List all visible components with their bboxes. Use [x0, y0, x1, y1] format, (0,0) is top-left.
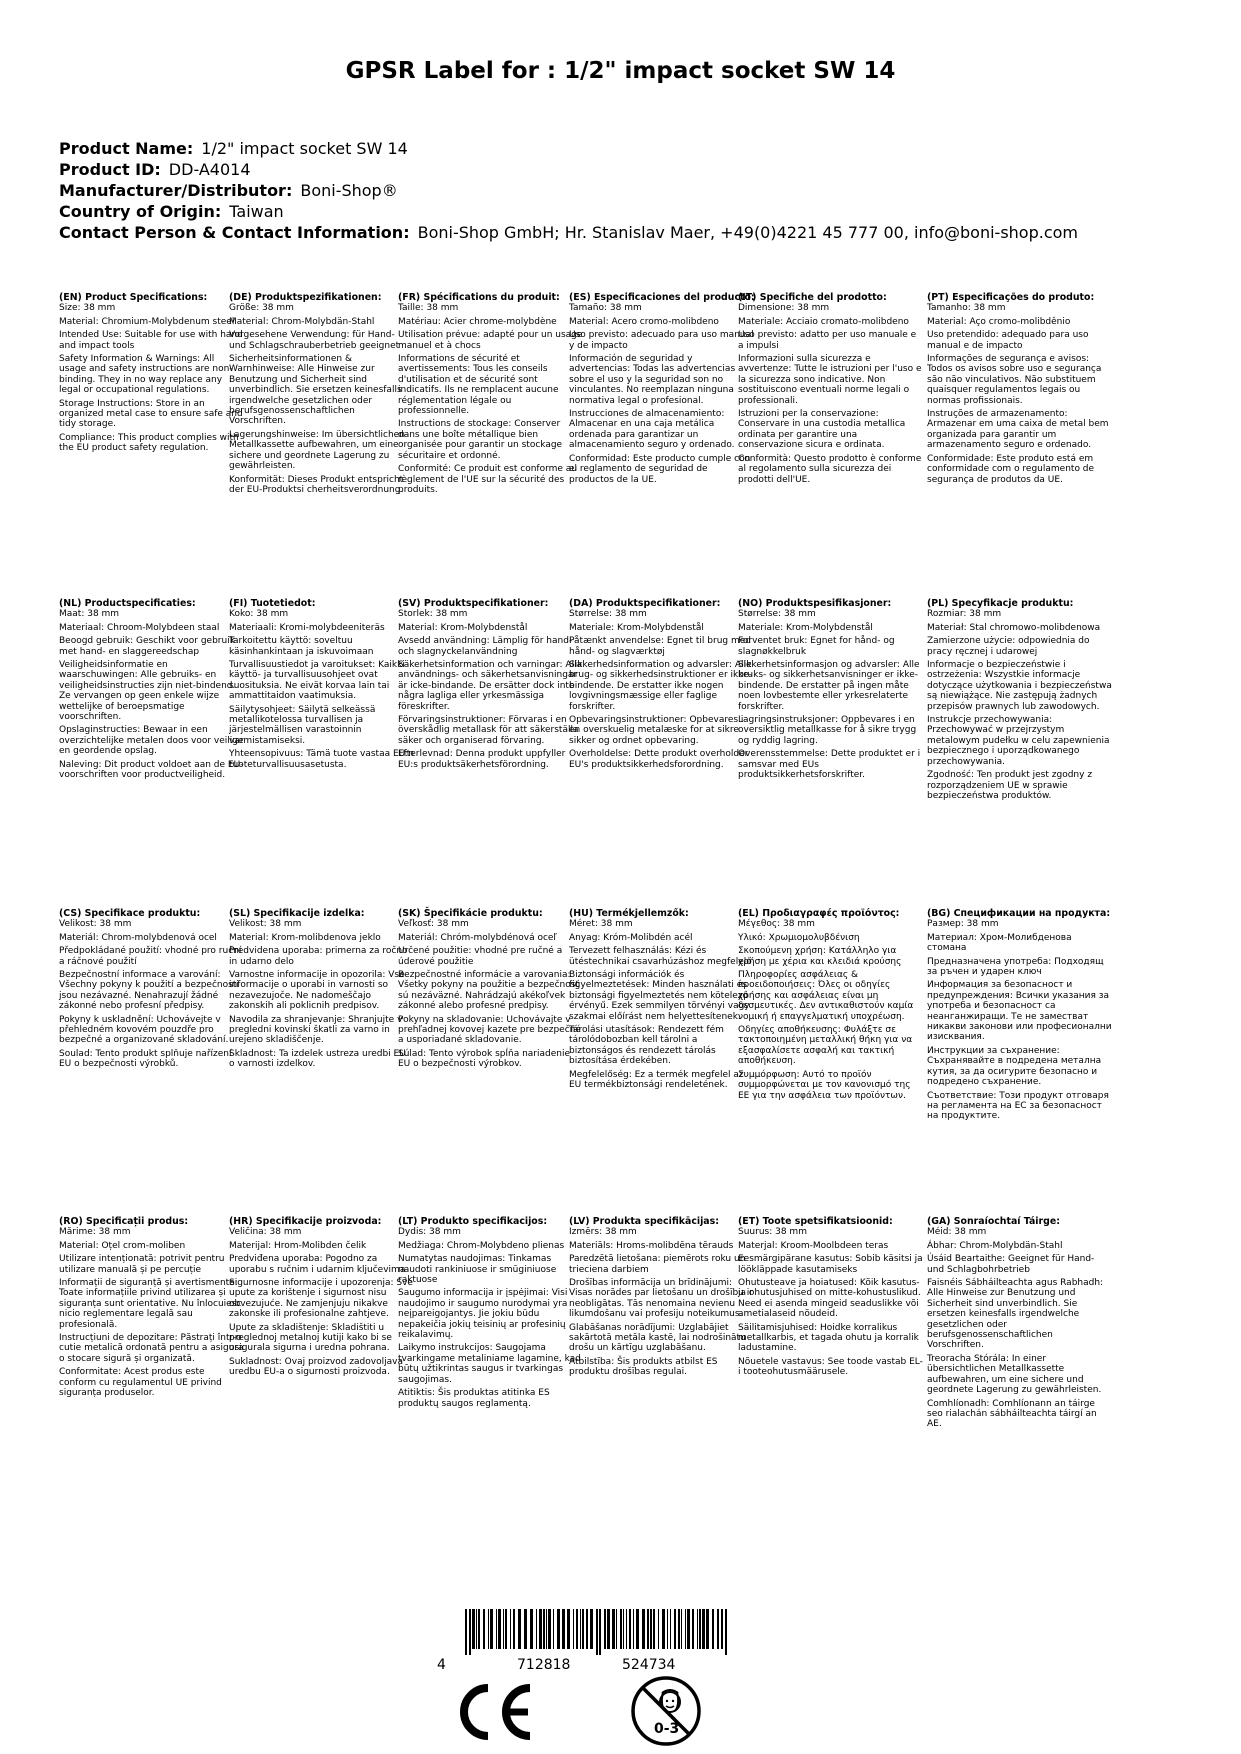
language-block-line: Size: 38 mm [59, 303, 116, 314]
barcode-bar [510, 1609, 511, 1649]
language-block-line: Materiał: Stal chromowo-molibdenowa [927, 622, 1101, 633]
language-block-header: (DE) Produktspezifikationen: [229, 292, 382, 303]
language-block-line: Istruzioni per la conservazione: Conservare in una custodia metallica ordinata per garantire una conservazione sicura e ordinata. [738, 409, 906, 451]
language-block-line: Yhteensopivuus: Tämä tuote vastaa EU:n tuoteturvallisuusasetusta. [229, 749, 414, 770]
barcode-bar [530, 1609, 533, 1649]
country-label: Country of Origin: [59, 202, 222, 221]
product-id-row [59, 159, 1219, 180]
barcode-bar [674, 1609, 676, 1649]
language-block-line: Úsáid Beartaithe: Geeignet für Hand- und Schlagbohrbetrieb [927, 1254, 1095, 1275]
language-block-line: Lagringsinstruksjoner: Oppbevares i en oversiktlig metallkasse for å sikre trygg og ryddig lagring. [738, 715, 917, 746]
language-block [229, 293, 414, 498]
barcode-bar [607, 1609, 610, 1649]
language-block-line: Zgodność: Ten produkt jest zgodny z rozporządzeniem UE w sprawie bezpieczeństwa produktów. [927, 770, 1093, 801]
language-block-line: Ábhar: Chrom-Molybdän-Stahl [927, 1240, 1063, 1251]
language-block-line: Numatytas naudojimas: Tinkamas naudoti rankiniuose ir smūginiuose raktuose [398, 1254, 557, 1286]
language-block-header: (CS) Specifikace produktu: [59, 908, 201, 919]
language-block-line: Anyag: Króm-Molibdén acél [569, 932, 693, 943]
barcode-bar [498, 1609, 501, 1649]
language-block-line: Sicherheitsinformationen & Warnhinweise: Alle Hinweise zur Benutzung und Sicherheit sind unverbindlich. Sie ersetzen keinesfalls irgendwelche gesetzlichen oder berufsgenossenschaftlichen Vorschriften. [229, 354, 402, 427]
language-block-line: Sikkerhedsinformation og advarsler: Alle brug- og sikkerhedsinstruktioner er ikke-bindende. De erstatter ikke nogen lovgivningsmæssige eller faglige forskrifter. [569, 660, 752, 712]
language-block-line: Materiale: Acciaio cromato-molibdeno [738, 316, 909, 327]
language-block-line: Materiaali: Kromi-molybdeeniteräs [229, 622, 385, 633]
language-block-header: (FR) Spécifications du produit: [398, 292, 560, 303]
barcode-bar [670, 1609, 671, 1649]
language-block [229, 1217, 414, 1381]
language-block-line: Informații de siguranță și avertismente: Toate informațiile privind utilizarea și siguranța sunt orientative. Nu înlocuiesc nicio reglementare legală sau profesională. [59, 1278, 242, 1330]
language-block-line: Suurus: 38 mm [738, 1227, 807, 1238]
barcode-bar [536, 1609, 537, 1649]
language-block-line: Skladnost: Ta izdelek ustreza uredbi EU o varnosti izdelkov. [229, 1048, 406, 1070]
barcode-bar [596, 1609, 598, 1655]
language-block-line: Tárolási utasítások: Rendezett fém tárolódobozban kell tárolni a biztonságos és rendezett tárolás biztosítása érdekében. [569, 1025, 724, 1067]
barcode-bar [567, 1609, 570, 1649]
language-block-line: Súlad: Tento výrobok spĺňa nariadenie EU o bezpečnosti výrobkov. [398, 1048, 571, 1070]
language-block-line: Pokyny k uskladnění: Uchovávejte v přehledném kovovém pouzdře pro bezpečné a organizované skladování. [59, 1014, 229, 1046]
language-block-line: Sukladnost: Ovaj proizvod zadovoljava uredbu EU-a o sigurnosti proizvoda. [229, 1356, 403, 1378]
barcode-bar [524, 1609, 527, 1649]
language-block-line: Turvallisuustiedot ja varoitukset: Kaikki käyttö- ja turvallisuusohjeet ovat suosituksia. Ne eivät korvaa lain tai ammattitaidon vaatimuksia. [229, 660, 405, 702]
language-block [569, 599, 754, 773]
language-block-line: Informazioni sulla sicurezza e avvertenze: Tutte le istruzioni per l'uso e la sicurezza sono indicative. Non sostituiscono eventuali norme legali o professionali. [738, 354, 922, 406]
barcode-bar [505, 1609, 507, 1649]
language-block [569, 1217, 754, 1381]
barcode-bar [620, 1609, 622, 1649]
barcode-bar [702, 1609, 705, 1649]
language-block-line: Mărime: 38 mm [59, 1227, 131, 1238]
manufacturer-value: Boni-Shop® [300, 181, 398, 200]
language-block-line: Upute za skladištenje: Skladištiti u preglednoj metalnoj kutiji kako bi se osigurala sigurna i uredna pohrana. [229, 1322, 392, 1354]
language-block-line: Sigurnosne informacije i upozorenja: Sve upute za korištenje i sigurnost nisu obvezujuće. Ne zamjenjuju nikakve zakonske ili profesionalne zahtjeve. [229, 1278, 413, 1320]
language-block-line: Conformidade: Este produto está em conformidade com o regulamento de segurança de produtos da UE. [927, 453, 1095, 485]
language-block-line: Conformité: Ce produit est conforme au règlement de l'UE sur la sécurité des produits. [398, 464, 578, 495]
language-block-line: Predviđena uporaba: Pogodno za uporabu s ručnim i udarnim ključevima [229, 1254, 406, 1275]
language-block-line: Veličina: 38 mm [229, 1227, 302, 1238]
barcode-bar [626, 1609, 627, 1649]
barcode-bar [650, 1609, 652, 1649]
language-block-line: Maat: 38 mm [59, 609, 120, 620]
barcode-bar [543, 1609, 545, 1649]
language-block-line: Efterlevnad: Denna produkt uppfyller EU:s produktsäkerhetsförordning. [398, 749, 566, 770]
barcode-bar [472, 1609, 475, 1649]
language-block-line: Предназначена употреба: Подходящ за ръчен и ударен ключ [927, 956, 1104, 978]
language-block [738, 599, 923, 784]
language-block-line: Paredzētā lietošana: piemērots roku un trieciena darbiem [569, 1254, 746, 1275]
language-block-line: Zamierzone użycie: odpowiednia do pracy ręcznej i udarowej [927, 636, 1090, 657]
language-block-line: Materiale: Krom-Molybdenstål [569, 622, 704, 633]
barcode-bar [697, 1609, 698, 1649]
barcode-bar [662, 1609, 665, 1649]
language-block-header: (PL) Specyfikacje produktu: [927, 598, 1074, 609]
barcode-bar [629, 1609, 631, 1649]
language-block-line: Compliance: This product complies with the EU product safety regulation. [59, 432, 239, 454]
language-block-line: Utilizare intenționată: potrivit pentru utilizare manuală și pe percuție [59, 1254, 225, 1275]
language-block-line: Storlek: 38 mm [398, 609, 468, 620]
language-block-line: Overholdelse: Dette produkt overholder EU's produktsikkerhedsforordning. [569, 749, 749, 770]
language-block-header: (BG) Спецификации на продукта: [927, 908, 1111, 919]
barcode-bar [590, 1609, 593, 1649]
product-info [59, 138, 1219, 243]
language-block-line: Tamaño: 38 mm [569, 303, 642, 314]
language-block-line: Drošības informācija un brīdinājumi: Visas norādes par lietošanu un drošību ir neobligātas. Tās nenomaina nevienu likumdošanu vai profesiju noteikumus. [569, 1278, 753, 1320]
language-block-line: Informations de sécurité et avertissements: Tous les conseils d'utilisation et de sécurité sont indicatifs. Ils ne remplacent aucune réglementation légale ou professionnelle. [398, 354, 559, 417]
language-block-line: Größe: 38 mm [229, 303, 294, 314]
language-block [927, 293, 1112, 488]
contact-value: Boni-Shop GmbH; Hr. Stanislav Maer, +49(0)4221 45 777 00, info@boni-shop.com [417, 223, 1078, 242]
language-block-line: Materiál: Chrom-molybdenová ocel [59, 932, 217, 943]
language-block-line: Biztonsági információk és figyelmeztetések: Minden használati és biztonsági figyelmeztetés nem kötelező érvényű. Ezek semmilyen törvényi vagy szakmai előírást nem helyettesítenek. [569, 970, 750, 1022]
language-block-line: Tamanho: 38 mm [927, 303, 1006, 314]
barcode-bar [678, 1609, 680, 1649]
ce-mark-icon [450, 1682, 536, 1742]
language-block-line: Съответствие: Този продукт отговаря на регламента на ЕС за безопасност на продуктите. [927, 1090, 1109, 1122]
barcode-bar [616, 1609, 617, 1649]
language-block-line: Οδηγίες αποθήκευσης: Φυλάξτε σε τακτοποιημένη μεταλλική θήκη για να εξασφαλίσετε ασφαλή και τακτική αποθήκευση. [738, 1025, 913, 1067]
barcode-bar [553, 1609, 554, 1649]
language-block-line: Soulad: Tento produkt splňuje nařízení EU o bezpečnosti výrobků. [59, 1048, 232, 1070]
language-block-line: Materiāls: Hroms-molibdēna tērauds [569, 1240, 734, 1251]
barcode-bar [539, 1609, 542, 1649]
contact-label: Contact Person & Contact Information: [59, 223, 410, 242]
language-block-line: Predvidena uporaba: primerna za ročno in udarno delo [229, 946, 408, 967]
language-block-line: Veiligheidsinformatie en waarschuwingen: Alle gebruiks- en veiligheidsinstructies zijn niet-bindend. Ze vervangen op geen enkele wijze wettelijke of beroepsmatige voorschriften. [59, 660, 236, 723]
barcode-bar [576, 1609, 578, 1649]
manufacturer-row [59, 180, 1219, 201]
language-block-line: Materiaal: Chroom-Molybdeen staal [59, 622, 220, 633]
barcode-bar [692, 1609, 694, 1649]
language-block-line: Πληροφορίες ασφάλειας & προειδοποιήσεις: Όλες οι οδηγίες χρήσης και ασφάλειας είναι μη δεσμευτικές. Δεν αντικαθιστούν καμία νομική ή επαγγελματική υποχρέωση. [738, 970, 914, 1022]
language-block-line: Инструкции за съхранение: Съхранявайте в подредена метална кутия, за да осигурите безопасно и подредено съхранение. [927, 1045, 1102, 1088]
barcode-digit-lead: 4 [437, 1657, 446, 1673]
language-block-line: Säilytysohjeet: Säilytä selkeässä metallikotelossa turvallisen ja järjestelmällisen varastoinnin varmistamiseksi. [229, 704, 376, 746]
language-block-line: Glabāšanas norādījumi: Uzglabājiet sakārtotā metāla kastē, lai nodrošinātu drošu un kārtīgu uzglabāšanu. [569, 1322, 746, 1354]
language-block [229, 909, 414, 1073]
language-block-header: (SV) Produktspecifikationer: [398, 598, 549, 609]
language-block-line: Instrucțiuni de depozitare: Păstrați într-o cutie metalică ordonată pentru a asigura o stocare sigură și organizată. [59, 1333, 244, 1364]
language-block-line: Opslaginstructies: Bewaar in een overzichtelijke metalen doos voor veilige en geordende opslag. [59, 725, 244, 757]
language-block [398, 1217, 583, 1412]
language-block-header: (RO) Specificații produs: [59, 1216, 189, 1227]
language-block-line: Bezpečnostní informace a varování: Všechny pokyny k použití a bezpečnosti jsou nezávazné. Nenahrazují žádné zákonné nebo profesní předpisy. [59, 970, 239, 1012]
language-block-header: (HR) Specifikacije proizvoda: [229, 1216, 382, 1227]
product-name-row [59, 138, 1219, 159]
language-block-line: Laikymo instrukcijos: Saugojama tvarkingame metaliniame lagamine, kad būtų užtikrintas saugus ir tvarkingas saugojimas. [398, 1343, 581, 1385]
language-block-line: Информация за безопасност и предупреждения: Всички указания за употреба и безопасност са неанганжиращи. Те не заместват никакви законови или професионални изисквания. [927, 980, 1112, 1043]
language-block-header: (IT) Specifiche del prodotto: [738, 292, 887, 303]
language-block [398, 599, 583, 773]
language-block [927, 909, 1112, 1125]
barcode-bar [725, 1609, 727, 1655]
barcode-bar [478, 1609, 480, 1649]
language-block-line: Material: Krom-Molybdenstål [398, 622, 528, 633]
product-id-label: Product ID: [59, 160, 161, 179]
barcode-bar [573, 1609, 574, 1649]
language-block-line: Σκοπούμενη χρήση: Κατάλληλο για χρήση με χέρια και κλειδιά κρούσης [738, 946, 902, 967]
barcode-bar [604, 1609, 606, 1649]
country-value: Taiwan [229, 202, 284, 221]
language-block-line: Material: Krom-molibdenova jeklo [229, 932, 381, 943]
language-block-line: Forventet bruk: Egnet for hånd- og slagnøkkelbruk [738, 636, 895, 657]
language-block-line: Dimensione: 38 mm [738, 303, 830, 314]
language-block-header: (LT) Produkto specifikacijos: [398, 1216, 548, 1227]
language-block-line: Material: Aço cromo-molibdênio [927, 316, 1071, 327]
language-block [59, 909, 244, 1073]
language-block-line: Overensstemmelse: Dette produktet er i samsvar med EUs produktsikkerhetsforskrifter. [738, 749, 921, 781]
language-block-line: Treoracha Stórála: In einer übersichtlichen Metallkassette aufbewahren, um eine sichere und geordnete Lagerung zu gewährleisten. [927, 1353, 1102, 1396]
barcode-bar [513, 1609, 515, 1649]
language-block-line: Ohutusteave ja hoiatused: Kõik kasutus- ja ohutusjuhised on mitte-kohustuslikud. Need ei asenda mingeid seaduslikke või ametialaseid nõudeid. [738, 1278, 921, 1320]
barcode-bar [642, 1609, 645, 1649]
barcode-bar [687, 1609, 690, 1649]
language-block-line: Dydis: 38 mm [398, 1227, 461, 1238]
product-name-label: Product Name: [59, 139, 194, 158]
language-block-line: Opbevaringsinstruktioner: Opbevares i en overskuelig metalæske for at sikre sikker og ordnet opbevaring. [569, 715, 744, 746]
language-block-header: (ES) Especificaciones del producto: [569, 292, 755, 303]
language-block-line: Comhlíonadh: Comhlíonann an táirge seo rialachán sábháilteachta táirgí an AE. [927, 1398, 1097, 1430]
language-block-line: Storage Instructions: Store in an organized metal case to ensure safe and tidy storage. [59, 398, 243, 430]
barcode-digits-right: 524734 [622, 1657, 676, 1673]
language-block [398, 293, 583, 498]
page-title: GPSR Label for : 1/2" impact socket SW 14 [345, 58, 896, 84]
barcode-bar [647, 1609, 649, 1649]
barcode-bar [685, 1609, 686, 1649]
language-block-line: Uso pretendido: adequado para uso manual e de impacto [927, 330, 1089, 351]
language-block-line: Veľkosť: 38 mm [398, 919, 469, 930]
barcode-bar [469, 1609, 471, 1655]
language-block [59, 1217, 244, 1402]
language-block-line: Material: Chrom-Molybdän-Stahl [229, 316, 375, 327]
barcode-bar [483, 1609, 485, 1649]
barcode-bar [586, 1609, 588, 1649]
language-block-line: Eesmärgipärane kasutus: Sobib käsitsi ja löökläppade kasutamiseks [738, 1254, 923, 1275]
language-block-line: Materijal: Hrom-Molibden čelik [229, 1240, 367, 1251]
language-block-line: Material: Oțel crom-moliben [59, 1240, 186, 1251]
language-block-line: Megfelelőség: Ez a termék megfelel az EU termékbiztonsági rendeletének. [569, 1069, 744, 1091]
barcode-bar [699, 1609, 701, 1649]
barcode-bar [546, 1609, 547, 1649]
language-block-line: Säkerhetsinformation och varningar: Alla användnings- och säkerhetsanvisningar är icke-bindande. De ersätter dock inte några lagliga eller yrkesmässiga föreskrifter. [398, 660, 583, 712]
product-id-value: DD-A4014 [168, 160, 251, 179]
language-block [59, 293, 244, 457]
language-block-header: (DA) Produktspecifikationer: [569, 598, 721, 609]
language-block-line: Förvaringsinstruktioner: Förvaras i en överskådlig metallask för att säkerställa säker och organiserad förvaring. [398, 715, 579, 746]
barcode-bar [548, 1609, 551, 1649]
language-block-header: (EL) Προδιαγραφές προϊόντος: [738, 908, 900, 919]
language-block-line: Varnostne informacije in opozorila: Vse informacije o uporabi in varnosti so nezavezujoče. Ne nadomeščajo zakonskih ali poklicnih predpisov. [229, 970, 405, 1012]
barcode-bar [476, 1609, 477, 1649]
language-block-line: Velikost: 38 mm [229, 919, 302, 930]
barcode-bar [667, 1609, 668, 1649]
language-block-line: Påtænkt anvendelse: Egnet til brug med hånd- og slagværktøj [569, 636, 751, 657]
language-block-line: Koko: 38 mm [229, 609, 289, 620]
language-block-line: Taille: 38 mm [398, 303, 459, 314]
barcode-bar [712, 1609, 714, 1649]
language-block-line: Størrelse: 38 mm [569, 609, 647, 620]
barcode [437, 1609, 729, 1672]
language-block-header: (EN) Product Specifications: [59, 292, 208, 303]
language-block-line: Säilitamisjuhised: Hoidke korralikus metallkarbis, et tagada ohutu ja korralik ladustamine. [738, 1322, 919, 1354]
barcode-bar [562, 1609, 565, 1649]
language-block [738, 293, 923, 488]
barcode-bar [623, 1609, 624, 1649]
language-block-line: Intended Use: Suitable for use with hand and impact tools [59, 330, 243, 351]
language-block-header: (HU) Termékjellemzők: [569, 908, 689, 919]
language-block [738, 1217, 923, 1381]
language-block-line: Conformitate: Acest produs este conform cu regulamentul UE privind siguranța produselor. [59, 1367, 222, 1399]
language-block-line: Saugumo informacija ir įspėjimai: Visi naudojimo ir saugumo nurodymai yra neįpareigojantys. Jie jokiu būdu nepakeičia jokių teisinių ar profesinių reikalavimų. [398, 1288, 568, 1341]
language-block-line: Předpokládané použití: vhodné pro ruční a ráčnové použití [59, 946, 242, 967]
language-block-line: Atbilstība: Šis produkts atbilst ES produktu drošības regulai. [569, 1356, 718, 1378]
language-block-line: Tervezett felhasználás: Kézi és ütéstechnikai csavarhúzáshoz megfelelő [569, 946, 752, 967]
not-for-children-0-3-icon [630, 1675, 702, 1747]
contact-row [59, 222, 1219, 243]
barcode-bar [496, 1609, 497, 1649]
language-block-header: (NO) Produktspesifikasjoner: [738, 598, 892, 609]
barcode-bar [518, 1609, 521, 1649]
language-block-line: Uso previsto: adatto per uso manuale e a impulsi [738, 330, 917, 351]
barcode-bar [582, 1609, 584, 1649]
language-block-line: Avsedd användning: Lämplig för hand- och slagnyckelanvändning [398, 636, 573, 657]
language-block-line: Méid: 38 mm [927, 1227, 987, 1238]
barcode-bar [658, 1609, 659, 1649]
language-block-line: Materiál: Chróm-molybdénová oceľ [398, 932, 557, 943]
language-block [569, 293, 754, 488]
language-block-header: (FI) Tuotetiedot: [229, 598, 316, 609]
language-block-line: Lagerungshinweise: Im übersichtlichen Metallkassette aufbewahren, um eine sichere und geordnete Lagerung zu gewährleisten. [229, 429, 405, 472]
language-block [927, 599, 1112, 804]
language-block-line: Material: Acero cromo-molibdeno [569, 316, 719, 327]
language-block-line: Bezpečnostné informácie a varovania: Všetky pokyny na použitie a bezpečnosť sú nezáväzné. Nahrádzajú akékoľvek zákonné alebo profesné predpisy. [398, 970, 579, 1012]
language-block-line: Medžiaga: Chrom-Molybdeno plienas [398, 1240, 565, 1251]
language-block-line: Μέγεθος: 38 mm [738, 919, 815, 930]
product-name-value: 1/2" impact socket SW 14 [201, 139, 408, 158]
language-block-line: Nõuetele vastavus: See toode vastab EL-i tooteohutusmäärusele. [738, 1356, 923, 1378]
barcode-bar [636, 1609, 639, 1649]
language-block-line: Méret: 38 mm [569, 919, 633, 930]
barcode-bar [490, 1609, 493, 1649]
language-block-line: Naleving: Dit product voldoet aan de EU-voorschriften voor productveiligheid. [59, 759, 244, 781]
language-block-line: Materiale: Krom-Molybdenstål [738, 622, 873, 633]
barcode-bar [681, 1609, 682, 1649]
barcode-bars [465, 1609, 729, 1655]
language-block-line: Pokyny na skladovanie: Uchovávajte v prehľadnej kovovej kazete pre bezpečné a usporiadané skladovanie. [398, 1014, 581, 1046]
language-block-line: Instrucciones de almacenamiento: Almacenar en una caja metálica ordenada para garantizar un almacenamiento seguro y ordenado. [569, 409, 735, 451]
language-block-line: Conformità: Questo prodotto è conforme al regolamento sulla sicurezza dei prodotti dell'UE. [738, 453, 922, 485]
language-block [59, 599, 244, 784]
language-block-header: (ET) Toote spetsifikatsioonid: [738, 1216, 893, 1227]
barcode-bar [580, 1609, 581, 1649]
barcode-bar [633, 1609, 634, 1649]
manufacturer-label: Manufacturer/Distributor: [59, 181, 293, 200]
barcode-bar [557, 1609, 560, 1649]
language-block-line: Material: Chromium-Molybdenum steel [59, 316, 235, 327]
language-block-line: Informacje o bezpieczeństwie i ostrzeżenia: Wszystkie informacje dotyczące użytkowania i bezpieczeństwa są niewiążące. Nie zastępują żadnych przepisów prawnych lub zawodowych. [927, 660, 1112, 712]
barcode-digits-left: 712818 [517, 1657, 571, 1673]
language-block-header: (SL) Specifikacije izdelka: [229, 908, 365, 919]
language-block-header: (SK) Špecifikácie produktu: [398, 908, 543, 919]
language-block [927, 1217, 1112, 1433]
barcode-bar [612, 1609, 615, 1649]
language-block [738, 909, 923, 1104]
barcode-bar [503, 1609, 504, 1649]
language-block-line: Informações de segurança e avisos: Todos os avisos sobre uso e segurança são não vinculativos. Não substituem quaisquer regulamentos legais ou normas profissionais. [927, 354, 1102, 406]
language-block-line: Rozmiar: 38 mm [927, 609, 1002, 620]
language-block-line: Matériau: Acier chrome-molybdène [398, 316, 557, 327]
language-block-line: Faisnéis Sábháilteachta agus Rabhadh: Alle Hinweise zur Benutzung und Sicherheit sind unverbindlich. Sie ersetzen keinesfalls irgendwelche gesetzlichen oder berufsgenossenschaftlichen Vorschriften. [927, 1278, 1104, 1351]
language-block-header: (NL) Productspecificaties: [59, 598, 196, 609]
language-block [569, 909, 754, 1094]
language-block-line: Vorgesehene Verwendung: für Hand- und Schlagschrauberbetrieb geeignet [229, 330, 400, 351]
age-label: 0-3 [654, 1721, 680, 1737]
language-block-line: Størrelse: 38 mm [738, 609, 816, 620]
country-row [59, 201, 1219, 222]
language-block-line: Información de seguridad y advertencias: Todas las advertencias sobre el uso y la seguridad son no vinculantes. No reemplazan ninguna normativa legal o profesional. [569, 354, 736, 406]
language-block [229, 599, 414, 773]
language-block-line: Συμμόρφωση: Αυτό το προϊόν συμμορφώνεται με τον κανονισμό της ΕΕ για την ασφάλεια των προϊόντων. [738, 1069, 911, 1101]
language-block [398, 909, 583, 1073]
barcode-bar [721, 1609, 723, 1649]
language-block-line: Uso previsto: adecuado para uso manual y de impacto [569, 330, 754, 351]
barcode-bar [717, 1609, 719, 1649]
language-block-line: Určené použitie: vhodné pre ručné a úderové použitie [398, 946, 563, 967]
language-block-line: Conformidad: Este producto cumple con el reglamento de seguridad de productos de la UE. [569, 453, 751, 485]
barcode-bar [706, 1609, 709, 1649]
language-block-header: (LV) Produkta specifikācijas: [569, 1216, 719, 1227]
language-block-line: Instruções de armazenamento: Armazenar em uma caixa de metal bem organizada para garantir um armazenamento seguro e ordenado. [927, 409, 1109, 451]
language-block-line: Instructions de stockage: Conserver dans une boîte métallique bien organisée pour garantir un stockage sécuritaire et ordonné. [398, 419, 563, 461]
language-block-line: Safety Information & Warnings: All usage and safety instructions are non-binding. They in no way replace any legal or occupational regulations. [59, 354, 233, 396]
language-block-line: Материал: Хром-Молибденова стомана [927, 932, 1072, 954]
language-block-line: Instrukcje przechowywania: Przechowywać w przejrzystym metalowym pudełku w celu zapewnienia bezpiecznego i uporządkowanego przechowywania. [927, 715, 1110, 767]
language-block-line: Utilisation prévue: adapté pour un usage manuel et à chocs [398, 330, 583, 351]
language-block-line: Konformität: Dieses Produkt entspricht der EU-Produktsi cherheitsverordnung. [229, 474, 404, 495]
language-block-line: Velikost: 38 mm [59, 919, 132, 930]
language-block-line: Tarkoitettu käyttö: soveltuu käsinhankintaan ja iskuvoimaan [229, 636, 374, 657]
barcode-bar [465, 1609, 467, 1655]
language-block-line: Размер: 38 mm [927, 919, 999, 930]
language-block-header: (GA) Sonraíochtaí Táirge: [927, 1216, 1060, 1227]
language-block-line: Izmērs: 38 mm [569, 1227, 637, 1238]
language-block-header: (PT) Especificações do produto: [927, 292, 1095, 303]
barcode-bar [653, 1609, 655, 1649]
language-block-line: Atitiktis: Šis produktas atitinka ES produktų saugos reglamentą. [398, 1388, 550, 1409]
language-block-line: Beoogd gebruik: Geschikt voor gebruik met hand- en slaggereedschap [59, 636, 235, 657]
barcode-bar [599, 1609, 601, 1655]
language-block-line: Materjal: Kroom-Moolbdeen teras [738, 1240, 889, 1251]
language-block-line: Navodila za shranjevanje: Shranjujte v pregledni kovinski škatli za varno in urejeno skladiščenje. [229, 1014, 403, 1046]
language-block-line: Sikkerhetsinformasjon og advarsler: Alle bruks- og sikkerhetsanvisninger er ikke-bindende. De erstatter på ingen måte noen lovbestemte eller yrkesrelaterte forskrifter. [738, 660, 920, 712]
language-block-line: Υλικό: Χρωμιομολυβδένιση [738, 932, 860, 943]
barcode-bar [488, 1609, 489, 1649]
